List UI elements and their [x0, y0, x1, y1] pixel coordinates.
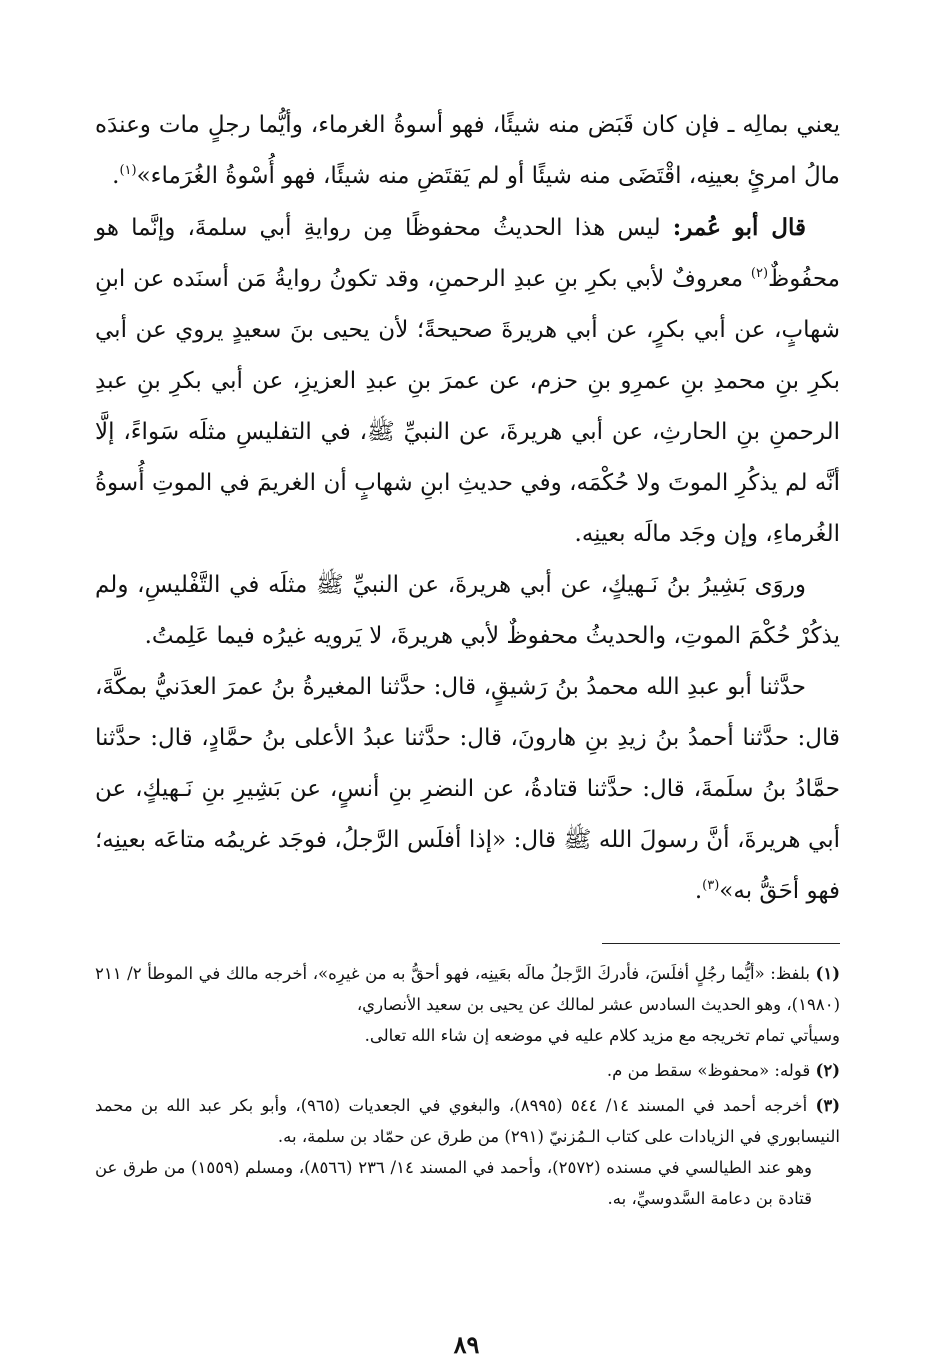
footnote-3-continued: وهو عند الطيالسي في مسنده (٢٥٧٢)، وأحمد في المسند ١٤/ ٢٣٦ (٨٥٦٦)، ومسلم (١٥٥٩) من طرق عن قتادة بن دعامة السَّدوسيِّ، به.: [95, 1158, 812, 1208]
footnotes: [95, 958, 840, 1214]
footnote-1-continued: وسيأتي تمام تخريجه مع مزيد كلام عليه في موضعه إن شاء الله تعالى.: [364, 1026, 840, 1045]
footnote-ref-2[interactable]: (٢): [750, 266, 769, 281]
speaker-label: قال أبو عُمر:: [672, 214, 806, 241]
paragraph-2: قال أبو عُمر: ليس هذا الحديثُ محفوظًا مِن روايةِ أبي سلمةَ، وإنَّما هو محفُوظٌ$^{(٢)}$ معروفٌ لأبي بكرِ بنِ عبدِ الرحمنِ، وقد تكونُ روايةُ مَن أسنَده عن ابنِ شهابٍ، عن أبي بكرٍ، عن أبي هريرةَ صحيحةً؛ لأن يحيى بنَ سعيدٍ يروي عن أبي بكرِ بنِ محمدِ بنِ عمرِو بنِ حزم، عن عمرَ بنِ عبدِ العزيزِ، عن أبي بكرِ بنِ عبدِ الرحمنِ بنِ الحارثِ، عن أبي هريرةَ، عن النبيِّ ﷺ، في التفليسِ مثلَه سَواءً، إلَّا أنَّه لم يذكُرِ الموتَ ولا حُكْمَه، وفي حديثِ ابنِ شهابٍ أن الغريمَ في الموتِ أُسوةُ الغُرماءِ، وإن وجَد مالَه بعينِه.: [95, 214, 840, 547]
footnote-ref-1[interactable]: (١): [119, 163, 137, 178]
footnote-ref-3[interactable]: (٣): [702, 878, 720, 893]
page-body: [95, 100, 840, 1214]
paragraph-3: وروَى بَشِيرُ بنُ نَـهيكٍ، عن أبي هريرةَ، عن النبيِّ ﷺ مثلَه في التَّفْليسِ، ولم يذكُرْ حُكْمَ الموتِ، والحديثُ محفوظٌ لأبي هريرةَ، لا يَرويه غيرُه فيما عَلِمتُ.: [95, 572, 840, 649]
footnote-1: (١) بلفظ: «أيُّما رجُلٍ أفلَسَ، فأدركَ الرَّجلُ مالَه بعَينِه، فهو أحقُّ به من غيرِه»، أخرجه مالك في الموطأ ٢/ ٢١١ (١٩٨٠)، وهو الحديث السادس عشر لمالك عن يحيى بن سعيد الأنصاري،: [95, 964, 840, 1014]
footnote-3: (٣) أخرجه أحمد في المسند ١٤/ ٥٤٤ (٨٩٩٥)، والبغوي في الجعديات (٩٦٥)، وأبو بكر عبد الله بن محمد النيسابوري في الزيادات على كتاب الـمُزنيّ (٢٩١) من طرق عن حمّاد بن سلمة، به.: [95, 1096, 840, 1146]
main-text: [95, 100, 840, 917]
footnote-2: (٢) قوله: «محفوظ» سقط من م.: [606, 1061, 840, 1080]
paragraph-1: يعني بمالِه ـ فإن كان قَبَض منه شيئًا، فهو أسوةُ الغرماء، وأيُّما رجلٍ مات وعندَه مالُ امرئٍ بعينِه، اقْتَضَى منه شيئًا أو لم يَقتَضِ منه شيئًا، فهو أُسْوةُ الغُرَماء»$^{(١)}$.: [95, 112, 840, 189]
page-number: ٨٩: [453, 1330, 480, 1359]
paragraph-4: حدَّثنا أبو عبدِ الله محمدُ بنُ رَشيقٍ، قال: حدَّثنا المغيرةُ بنُ عمرَ العدَنيُّ بمكَّةَ، قال: حدَّثنا أحمدُ بنُ زيدِ بنِ هارونَ، قال: حدَّثنا عبدُ الأعلى بنُ حمَّادٍ، قال: حدَّثنا حمَّادُ بنُ سلَمةَ، قال: حدَّثنا قتادةُ، عن النضرِ بنِ أنسٍ، عن بَشِيرِ بنِ نَـهيكٍ، عن أبي هريرةَ، أنَّ رسولَ الله ﷺ قال: «إذا أفلَس الرَّجلُ، فوجَد غريمُه متاعَه بعينِه؛ فهو أحَقُّ به»$^{(٣)}$.: [95, 674, 840, 904]
footnote-divider: [602, 943, 840, 944]
